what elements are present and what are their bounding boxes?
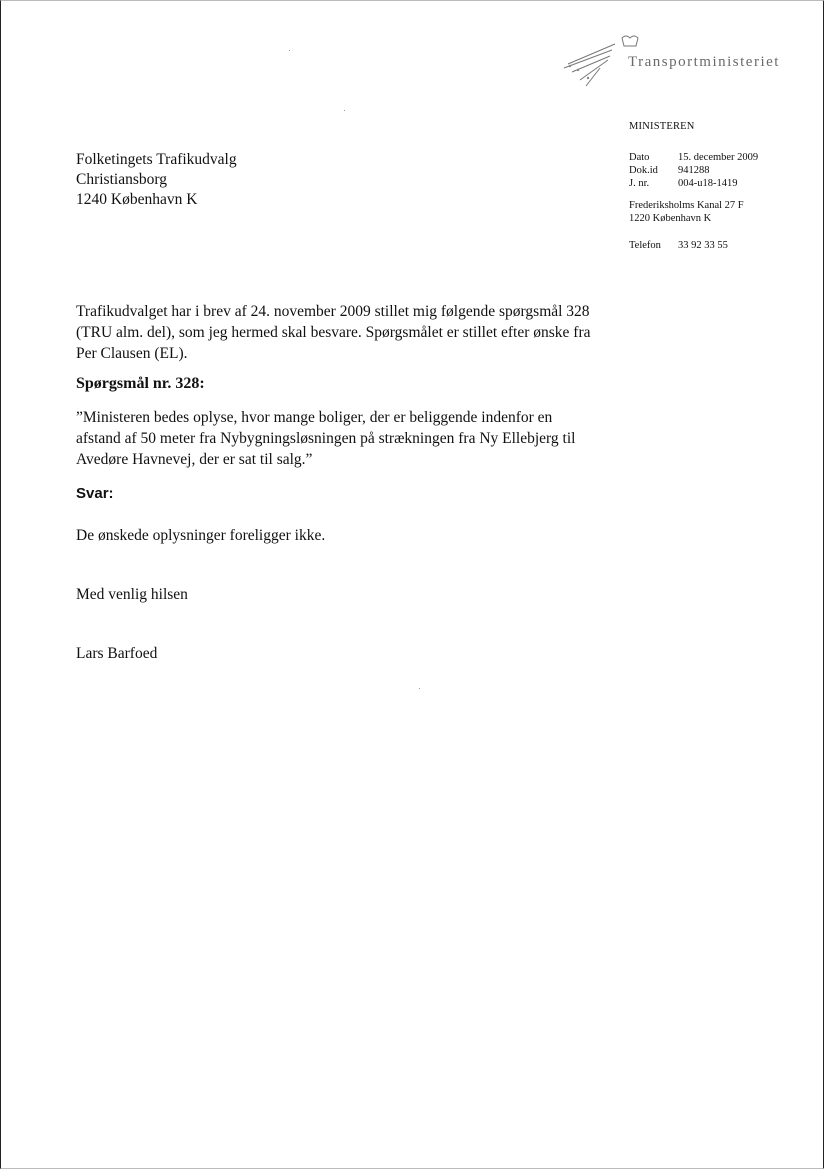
recipient-address [76,150,237,210]
sender-role: MINISTEREN [629,121,695,132]
answer-paragraph: De ønskede oplysninger foreligger ikke. [76,527,326,544]
phone-label: Telefon [629,240,661,251]
signature: Lars Barfoed [76,645,158,662]
journal-value: 004-u18-1419 [678,178,738,189]
sender-address [629,199,744,225]
scan-speck [289,50,290,51]
question-paragraph: ”Ministeren bedes oplyse, hvor mange boliger, der er beliggende indenfor en afstand af 50 meter fra Nybygningsløsningen på strækningen fra Ny Ellebjerg til Avedøre Havnevej, der er sat til salg.” [76,409,576,468]
phone-row [629,240,728,251]
question-heading: Spørgsmål nr. 328: [76,375,205,392]
date-value: 15. december 2009 [678,152,759,163]
answer-heading: Svar: [76,485,114,502]
recipient-line3: 1240 København K [76,191,198,208]
sender-address-line1: Frederiksholms Kanal 27 F [629,200,744,211]
docid-value: 941288 [678,165,710,176]
scan-speck [419,688,420,689]
document-meta [629,151,758,190]
recipient-line1: Folketingets Trafikudvalg [76,151,237,168]
ministry-logo [560,34,800,94]
journal-row [629,177,758,190]
journal-label: J. nr. [629,178,650,189]
sender-address-line2: 1220 København K [629,213,712,224]
intro-paragraph: Trafikudvalget har i brev af 24. november 2009 stillet mig følgende spørgsmål 328 (TRU alm. del), som jeg hermed skal besvare. Spørgsmålet er stillet efter ønske fra Per Clausen (EL). [76,303,591,362]
date-label: Dato [629,152,650,163]
phone-value: 33 92 33 55 [678,240,728,251]
scan-speck [344,110,345,111]
date-row [629,151,758,164]
docid-row [629,164,758,177]
closing: Med venlig hilsen [76,586,188,603]
logo-text: Transportministeriet [628,54,780,70]
docid-label: Dok.id [629,165,658,176]
recipient-line2: Christiansborg [76,171,167,188]
